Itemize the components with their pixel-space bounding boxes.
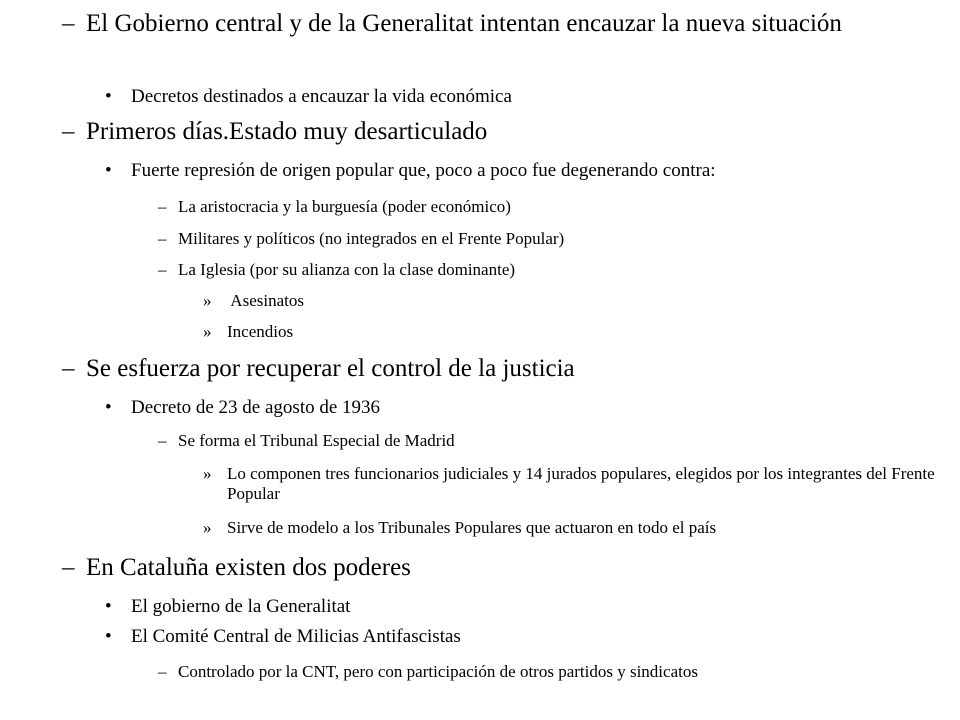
list-item-text: El gobierno de la Generalitat xyxy=(131,596,351,617)
list-item-text: Controlado por la CNT, pero con participación de otros partidos y sindicatos xyxy=(178,662,698,681)
dash-marker: – xyxy=(62,118,75,145)
list-item-text: El Gobierno central y de la Generalitat intentan encauzar la nueva situación xyxy=(86,10,842,37)
list-item-text: Se forma el Tribunal Especial de Madrid xyxy=(178,431,455,450)
list-item-text: Lo componen tres funcionarios judiciales y 14 jurados populares, elegidos por los integrantes del Frente Popular xyxy=(227,464,935,503)
dash-marker: – xyxy=(158,229,167,248)
list-item-text: La Iglesia (por su alianza con la clase dominante) xyxy=(178,260,516,279)
list-item-text: En Cataluña existen dos poderes xyxy=(86,554,411,581)
chevron-marker: » xyxy=(203,291,212,310)
list-item-text: El Comité Central de Milicias Antifascistas xyxy=(131,626,461,647)
bullet-marker: • xyxy=(105,626,112,647)
list-item-text: Se esfuerza por recuperar el control de la justicia xyxy=(86,355,575,382)
dash-marker: – xyxy=(62,10,75,37)
dash-marker: – xyxy=(62,355,75,382)
bullet-marker: • xyxy=(105,86,112,107)
chevron-marker: » xyxy=(203,464,212,483)
chevron-marker: » xyxy=(203,518,212,537)
dash-marker: – xyxy=(158,662,167,681)
list-item-text: Militares y políticos (no integrados en el Frente Popular) xyxy=(178,229,565,248)
list-item-text: La aristocracia y la burguesía (poder económico) xyxy=(178,197,511,216)
dash-marker: – xyxy=(158,260,167,279)
list-item-text: Fuerte represión de origen popular que, poco a poco fue degenerando contra: xyxy=(131,160,716,181)
dash-marker: – xyxy=(62,554,75,581)
bullet-marker: • xyxy=(105,397,112,418)
list-item-text: Asesinatos xyxy=(227,291,304,310)
list-item-text: Sirve de modelo a los Tribunales Populares que actuaron en todo el país xyxy=(227,518,717,537)
dash-marker: – xyxy=(158,431,167,450)
bullet-marker: • xyxy=(105,596,112,617)
list-item-text: Decreto de 23 de agosto de 1936 xyxy=(131,397,381,418)
bullet-marker: • xyxy=(105,160,112,181)
list-item-text: Incendios xyxy=(227,322,294,341)
dash-marker: – xyxy=(158,197,167,216)
chevron-marker: » xyxy=(203,322,212,341)
list-item-text: Primeros días.Estado muy desarticulado xyxy=(86,118,488,145)
list-item-text: Decretos destinados a encauzar la vida económica xyxy=(131,86,512,107)
